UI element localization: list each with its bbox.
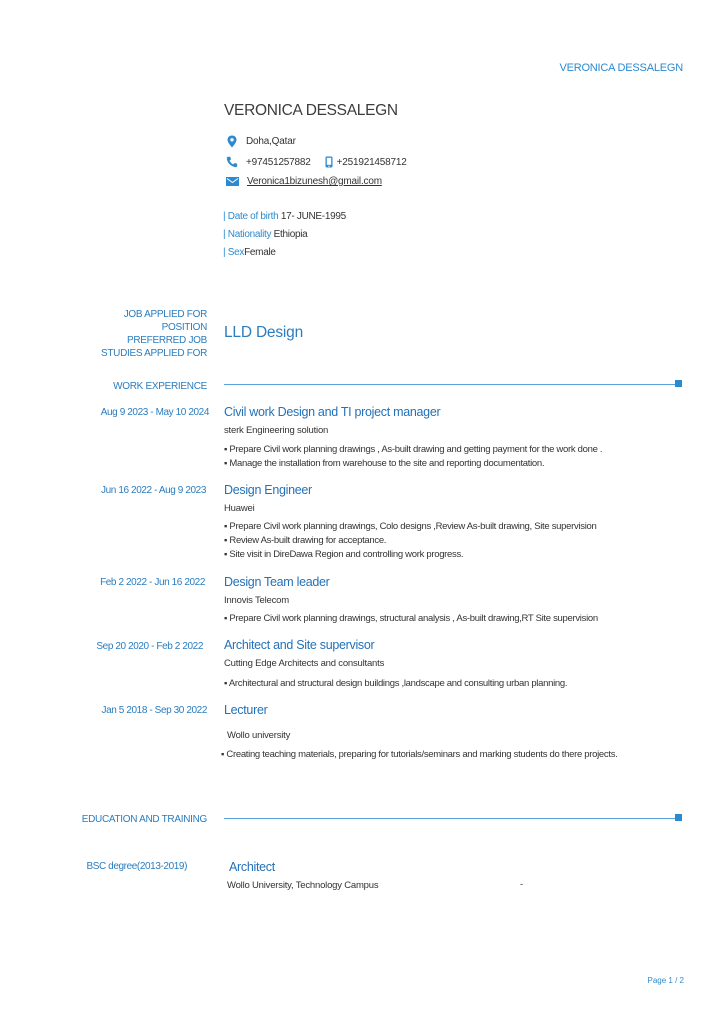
entry-bullet: ▪ Review As-built drawing for acceptance. <box>224 535 387 546</box>
dob-value: 17- JUNE-1995 <box>280 211 346 222</box>
studies-applied-label: STUDIES APPLIED FOR <box>101 348 207 359</box>
entry-title: Architect and Site supervisor <box>224 638 375 652</box>
entry-employer: Innovis Telecom <box>224 595 289 606</box>
entry-date: Jan 5 2018 - Sep 30 2022 <box>101 705 207 716</box>
entry-bullet: ▪ Prepare Civil work planning drawings , As-built drawing and getting payment for the work done . <box>224 444 603 455</box>
email-link[interactable]: Veronica1bizunesh@gmail.com <box>247 176 382 187</box>
entry-date: Aug 9 2023 - May 10 2024 <box>100 407 209 418</box>
location-row <box>226 135 296 148</box>
cv-name: VERONICA DESSALEGN <box>224 102 398 119</box>
entry-title: Lecturer <box>224 703 268 717</box>
work-experience-divider <box>224 384 678 385</box>
job-applied-value: LLD Design <box>224 324 303 341</box>
nationality-value: Ethiopia <box>273 229 308 240</box>
nationality-row <box>223 229 307 240</box>
phone-row <box>226 156 407 168</box>
entry-bullet: ▪ Site visit in DireDawa Region and controlling work progress. <box>224 549 464 560</box>
phone-icon <box>226 156 238 168</box>
entry-title: Design Team leader <box>224 575 330 589</box>
preferred-job-label: PREFERRED JOB <box>126 335 207 346</box>
nationality-label: | Nationality <box>223 229 272 240</box>
entry-bullet: ▪ Prepare Civil work planning drawings, structural analysis , As-built drawing,RT Site supervision <box>224 613 598 624</box>
location-text: Doha,Qatar <box>246 136 296 147</box>
entry-bullet: ▪ Architectural and structural design buildings ,landscape and consulting urban planning. <box>224 678 568 689</box>
position-label: POSITION <box>161 322 207 333</box>
education-trail-mark: - <box>520 879 523 890</box>
entry-title: Design Engineer <box>224 483 312 497</box>
job-applied-labels <box>101 308 207 360</box>
phone-primary[interactable]: +97451257882 <box>246 156 311 168</box>
entry-date: Sep 20 2020 - Feb 2 2022 <box>96 641 203 652</box>
work-experience-marker <box>675 380 682 387</box>
entry-employer: sterk Engineering solution <box>224 425 329 436</box>
entry-date: Feb 2 2022 - Jun 16 2022 <box>100 577 205 588</box>
education-marker <box>675 814 682 821</box>
job-applied-label: JOB APPLIED FOR <box>123 309 207 320</box>
entry-employer: Cutting Edge Architects and consultants <box>224 658 385 669</box>
phone-secondary[interactable]: +251921458712 <box>336 156 407 168</box>
work-experience-heading: WORK EXPERIENCE <box>113 381 207 392</box>
education-heading: EDUCATION AND TRAINING <box>81 814 207 825</box>
page-number: Page 1 / 2 <box>647 976 684 985</box>
sex-label: | Sex <box>223 247 245 258</box>
email-icon <box>226 177 239 186</box>
entry-bullet: ▪ Creating teaching materials, preparing for tutorials/seminars and marking students do there projects. <box>221 749 618 760</box>
entry-employer: Wollo university <box>227 730 291 741</box>
education-title: Architect <box>229 860 275 874</box>
entry-employer: Huawei <box>224 503 255 514</box>
header-name: VERONICA DESSALEGN <box>559 62 683 74</box>
entry-bullet: ▪ Prepare Civil work planning drawings, Colo designs ,Review As-built drawing, Site supervision <box>224 521 597 532</box>
entry-bullet: ▪ Manage the installation from warehouse to the site and reporting documentation. <box>224 458 545 469</box>
education-divider <box>224 818 678 819</box>
entry-title: Civil work Design and TI project manager <box>224 405 441 419</box>
dob-label: | Date of birth <box>223 211 279 222</box>
entry-date: Jun 16 2022 - Aug 9 2023 <box>101 485 206 496</box>
mobile-phone-icon <box>325 156 333 168</box>
sex-value: Female <box>244 247 276 258</box>
email-row <box>226 176 382 187</box>
map-pin-icon <box>226 135 238 148</box>
education-institution: Wollo University, Technology Campus <box>227 880 379 891</box>
education-date: BSC degree(2013-2019) <box>86 861 187 872</box>
dob-row <box>223 211 346 222</box>
sex-row <box>223 247 276 258</box>
